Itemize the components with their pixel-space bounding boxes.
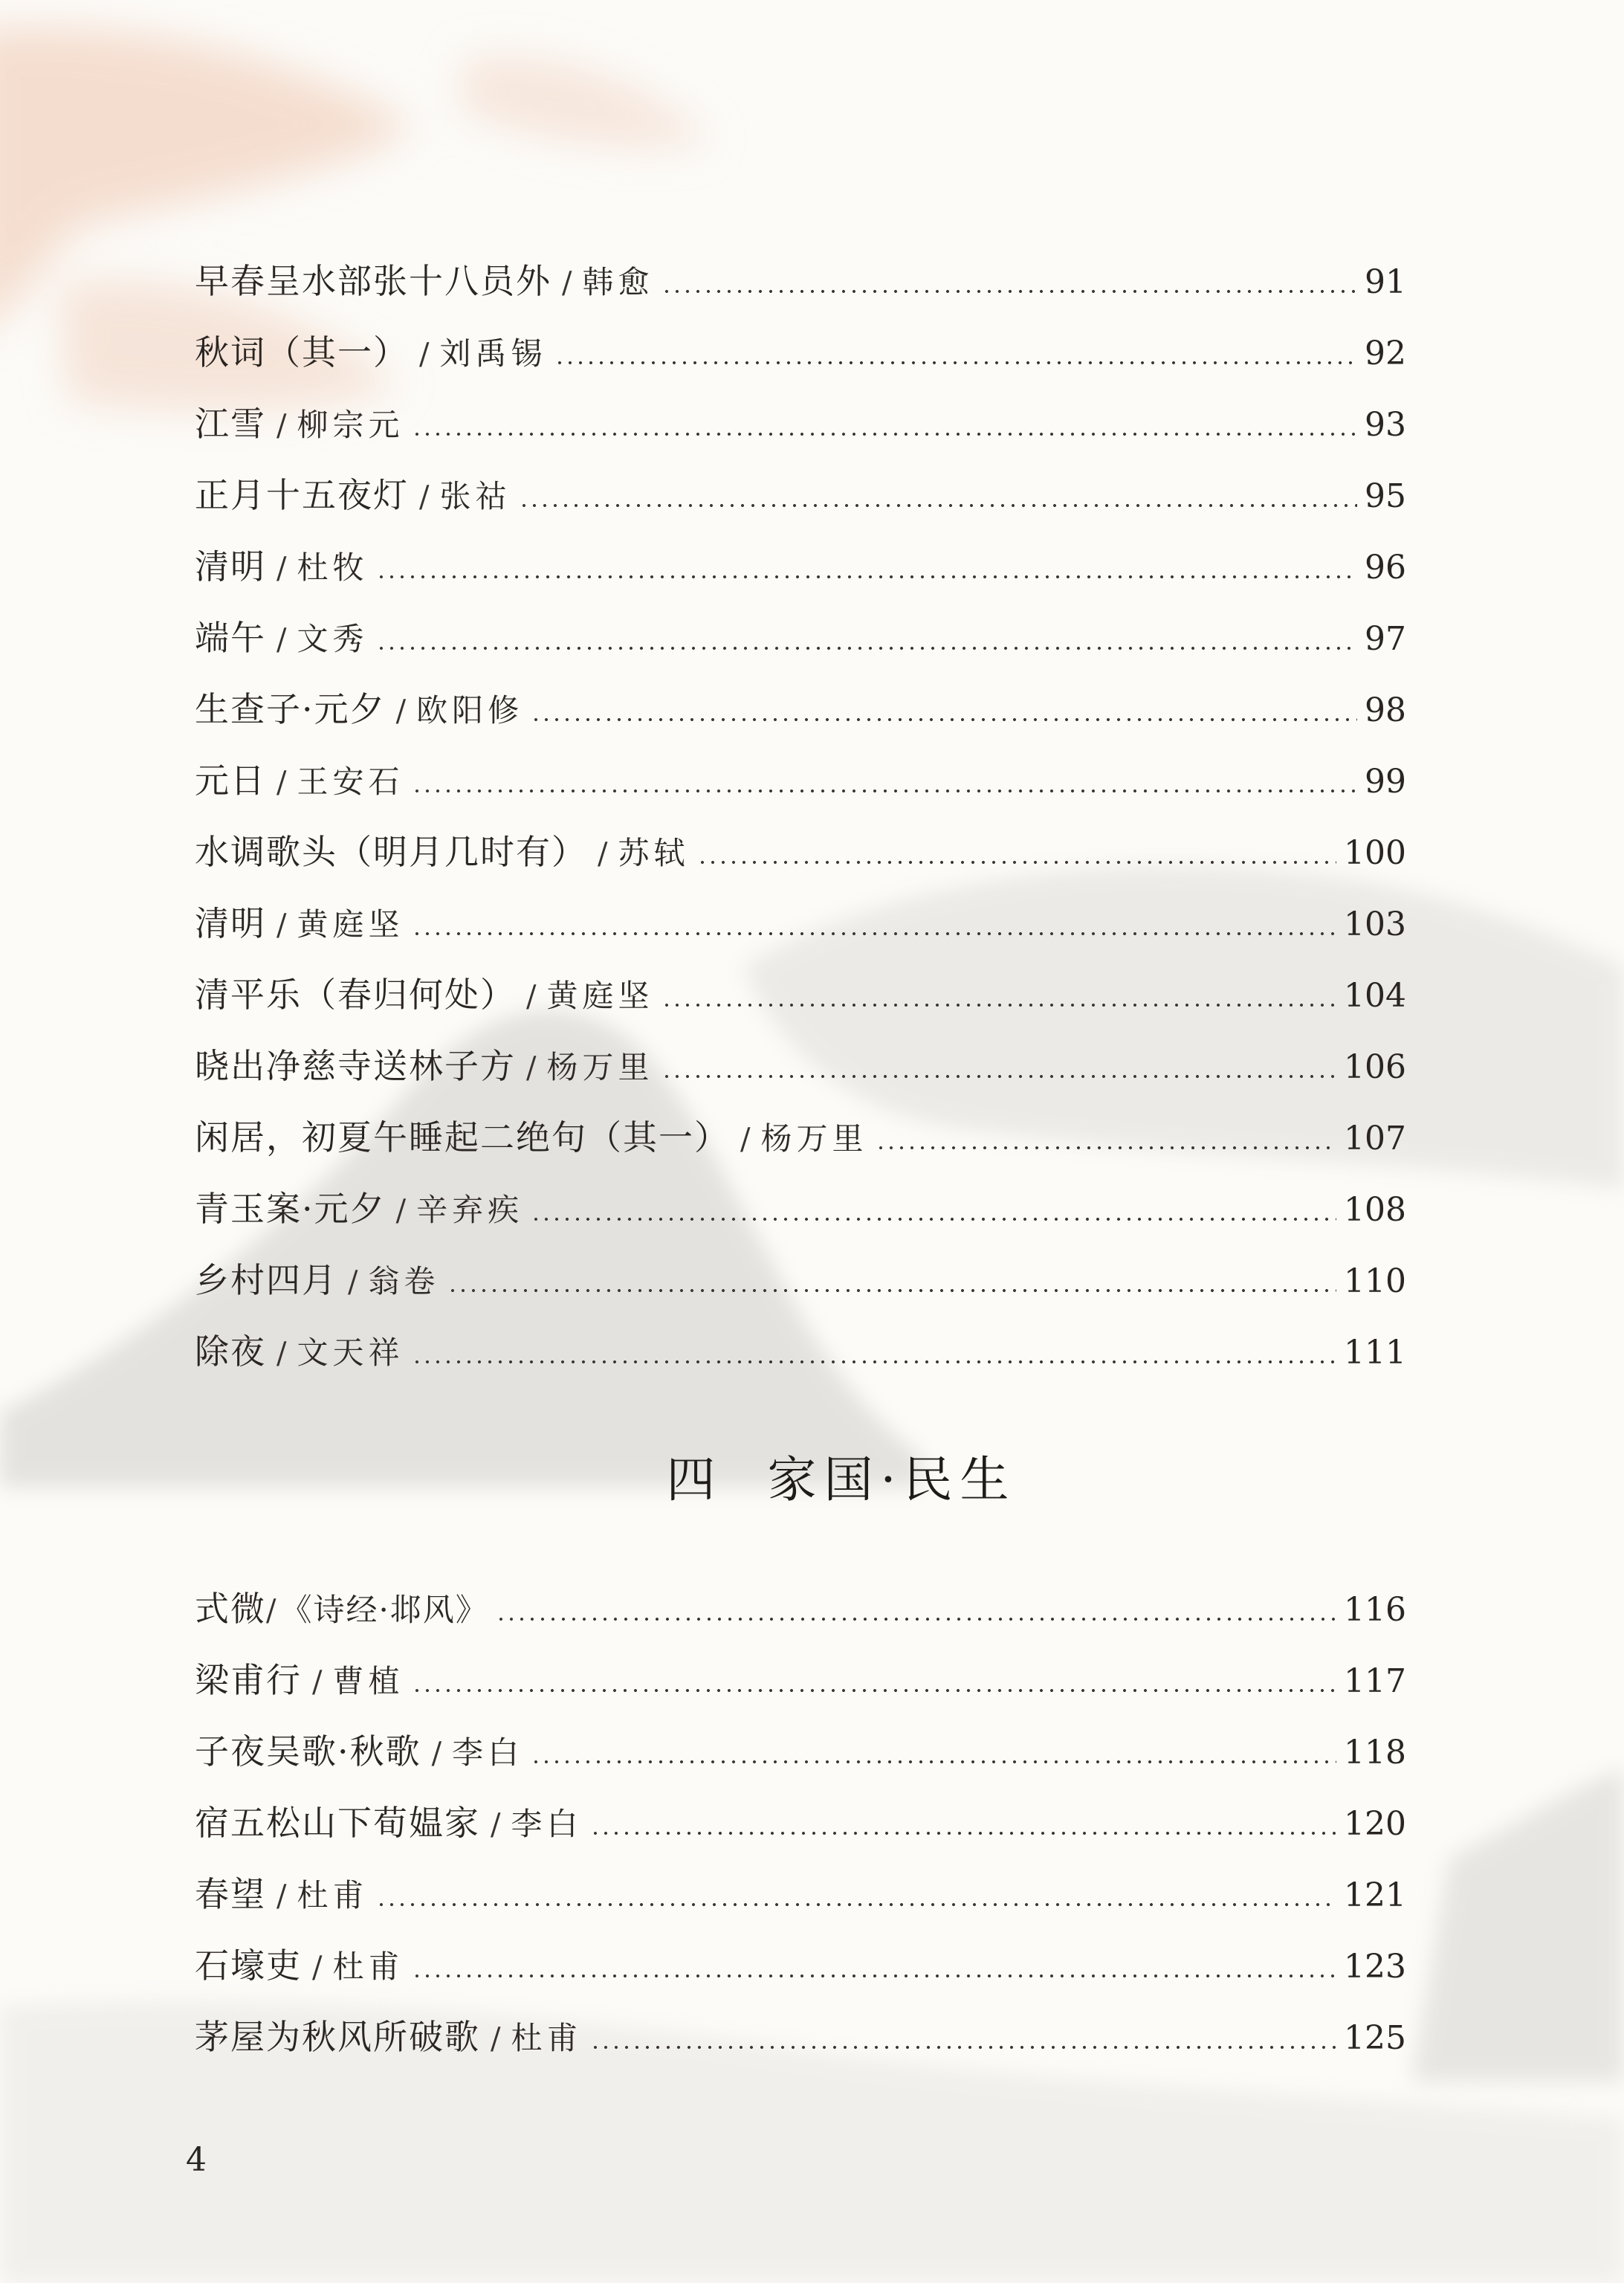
entry-separator: /	[526, 980, 537, 1014]
entry-author: 韩愈	[582, 264, 654, 300]
entry-separator: /	[598, 837, 608, 871]
entry-title: 青玉案·元夕	[195, 1189, 386, 1229]
toc-entry[interactable]	[195, 1787, 1406, 1859]
entry-separator: /	[419, 480, 430, 514]
toc-entry[interactable]	[195, 2001, 1406, 2073]
entry-separator: /	[276, 409, 287, 443]
entry-page-number: 108	[1344, 1191, 1406, 1229]
entry-title: 元日	[195, 761, 266, 801]
dot-leader	[412, 1360, 1337, 1364]
entry-author: 柳宗元	[297, 407, 404, 443]
entry-title: 清明	[195, 903, 266, 943]
dot-leader	[376, 1902, 1337, 1907]
entry-page-number: 95	[1365, 477, 1406, 515]
dot-leader	[876, 1146, 1337, 1150]
entry-title: 宿五松山下荀媪家	[195, 1803, 480, 1843]
dot-leader	[697, 860, 1337, 865]
entry-page-number: 92	[1365, 335, 1406, 372]
section-title: 家国·民生	[767, 1451, 1017, 1508]
entry-page-number: 97	[1365, 620, 1406, 658]
entry-title: 除夜	[195, 1331, 266, 1372]
entry-title: 式微	[195, 1589, 266, 1629]
dot-leader	[412, 1974, 1337, 1978]
entry-title: 乡村四月	[195, 1260, 337, 1300]
entry-author: 《诗经·邶风》	[280, 1592, 488, 1628]
toc-entry[interactable]	[195, 1716, 1406, 1787]
toc-entry[interactable]	[195, 1173, 1406, 1244]
toc-entry[interactable]	[195, 531, 1406, 602]
entry-page-number: 104	[1344, 977, 1406, 1015]
toc-entry[interactable]	[195, 459, 1406, 531]
toc-entry[interactable]	[195, 1244, 1406, 1316]
entry-author: 黄庭坚	[546, 978, 654, 1014]
entry-page-number: 111	[1344, 1334, 1406, 1372]
toc-entry[interactable]	[195, 1102, 1406, 1173]
entry-title: 清明	[195, 546, 266, 587]
toc-group-1	[195, 245, 1406, 1387]
entry-separator: /	[526, 1051, 537, 1085]
entry-author: 苏轼	[618, 835, 690, 871]
entry-separator: /	[276, 552, 287, 586]
entry-page-number: 103	[1344, 905, 1406, 943]
entry-author: 刘禹锡	[439, 335, 547, 372]
toc-entry[interactable]	[195, 1859, 1406, 1930]
entry-title: 清平乐（春归何处）	[195, 975, 516, 1015]
entry-title: 晓出净慈寺送林子方	[195, 1046, 516, 1086]
entry-page-number: 123	[1344, 1948, 1406, 1986]
entry-page-number: 98	[1365, 691, 1406, 729]
entry-page-number: 91	[1365, 263, 1406, 301]
section-number: 四	[666, 1451, 723, 1508]
toc-entry[interactable]	[195, 1030, 1406, 1102]
entry-author: 黄庭坚	[297, 906, 404, 943]
toc-entry[interactable]	[195, 745, 1406, 816]
toc-entry[interactable]	[195, 1316, 1406, 1387]
entry-title: 茅屋为秋风所破歌	[195, 2017, 480, 2057]
dot-leader	[519, 503, 1358, 508]
entry-author: 王安石	[297, 763, 404, 800]
entry-title: 闲居，初夏午睡起二绝句（其一）	[195, 1117, 730, 1157]
entry-separator: /	[312, 1665, 323, 1699]
dot-leader	[590, 2045, 1337, 2050]
entry-separator: /	[348, 1265, 358, 1299]
entry-page-number: 93	[1365, 406, 1406, 444]
entry-author: 杜甫	[511, 2020, 583, 2056]
toc-entry[interactable]	[195, 1930, 1406, 2001]
entry-page-number: 125	[1344, 2019, 1406, 2057]
entry-title: 端午	[195, 618, 266, 658]
toc-entry[interactable]	[195, 1644, 1406, 1716]
dot-leader	[661, 1003, 1337, 1007]
entry-author: 杜甫	[332, 1948, 404, 1985]
toc-entry[interactable]	[195, 1573, 1406, 1644]
entry-separator: /	[276, 908, 287, 943]
dot-leader	[496, 1617, 1336, 1621]
entry-separator: /	[395, 1194, 407, 1228]
table-of-contents	[195, 245, 1406, 2073]
page-number: 4	[186, 2141, 207, 2179]
entry-separator: /	[562, 266, 572, 300]
dot-leader	[447, 1288, 1337, 1293]
toc-entry[interactable]	[195, 674, 1406, 745]
entry-title: 春望	[195, 1874, 266, 1914]
entry-page-number: 99	[1365, 763, 1406, 801]
entry-author: 张祜	[439, 478, 511, 514]
entry-title: 石壕吏	[195, 1945, 302, 1986]
toc-entry[interactable]	[195, 388, 1406, 459]
dot-leader	[554, 361, 1358, 365]
entry-author: 杜甫	[297, 1877, 369, 1914]
toc-entry[interactable]	[195, 602, 1406, 674]
dot-leader	[376, 575, 1358, 579]
toc-group-2	[195, 1573, 1406, 2073]
entry-author: 辛弃疾	[416, 1192, 524, 1228]
toc-entry[interactable]	[195, 317, 1406, 388]
dot-leader	[531, 1760, 1336, 1764]
entry-separator: /	[491, 2022, 501, 2056]
dot-leader	[376, 646, 1358, 650]
entry-author: 杨万里	[760, 1120, 868, 1157]
section-heading	[276, 1387, 1406, 1573]
entry-page-number: 107	[1344, 1120, 1406, 1157]
entry-title: 正月十五夜灯	[195, 475, 409, 515]
entry-separator: /	[312, 1951, 323, 1985]
entry-title: 秋词（其一）	[195, 332, 409, 372]
entry-separator: /	[395, 694, 407, 729]
toc-entry[interactable]	[195, 888, 1406, 959]
dot-leader	[590, 1831, 1337, 1835]
entry-author: 杜牧	[297, 549, 369, 586]
dot-leader	[412, 931, 1337, 936]
dot-leader	[531, 717, 1357, 722]
dot-leader	[661, 289, 1358, 294]
entry-page-number: 117	[1344, 1662, 1406, 1700]
entry-author: 文秀	[297, 621, 369, 657]
entry-separator: /	[491, 1808, 501, 1842]
entry-page-number: 118	[1344, 1734, 1406, 1772]
entry-separator: /	[431, 1737, 442, 1771]
entry-separator: /	[419, 338, 430, 372]
entry-page-number: 116	[1344, 1591, 1406, 1629]
entry-author: 杨万里	[546, 1049, 654, 1085]
entry-title: 梁甫行	[195, 1660, 302, 1700]
entry-separator: /	[276, 766, 287, 800]
toc-entry[interactable]	[195, 959, 1406, 1030]
entry-page-number: 120	[1344, 1805, 1406, 1843]
toc-entry[interactable]	[195, 816, 1406, 888]
dot-leader	[412, 789, 1358, 793]
entry-author: 李白	[511, 1806, 583, 1842]
entry-separator: /	[276, 623, 287, 657]
entry-title: 子夜吴歌·秋歌	[195, 1731, 421, 1772]
entry-page-number: 106	[1344, 1048, 1406, 1086]
entry-author: 欧阳修	[416, 692, 524, 729]
entry-title: 江雪	[195, 404, 266, 444]
dot-leader	[412, 1688, 1337, 1693]
entry-title: 水调歌头（明月几时有）	[195, 832, 587, 872]
entry-author: 曹植	[332, 1663, 404, 1699]
entry-page-number: 110	[1344, 1262, 1406, 1300]
entry-page-number: 121	[1344, 1876, 1406, 1914]
entry-page-number: 100	[1344, 834, 1406, 872]
entry-author: 翁卷	[368, 1263, 440, 1299]
entry-author: 李白	[452, 1734, 524, 1771]
entry-title: 早春呈水部张十八员外	[195, 261, 551, 301]
entry-title: 生查子·元夕	[195, 689, 386, 729]
toc-entry[interactable]	[195, 245, 1406, 317]
entry-separator: /	[266, 1594, 276, 1628]
dot-leader	[531, 1217, 1336, 1221]
entry-page-number: 96	[1365, 549, 1406, 587]
dot-leader	[661, 1074, 1337, 1079]
entry-separator: /	[276, 1879, 287, 1914]
entry-separator: /	[740, 1123, 751, 1157]
entry-author: 文天祥	[297, 1334, 404, 1371]
entry-separator: /	[276, 1337, 287, 1371]
dot-leader	[412, 432, 1358, 436]
